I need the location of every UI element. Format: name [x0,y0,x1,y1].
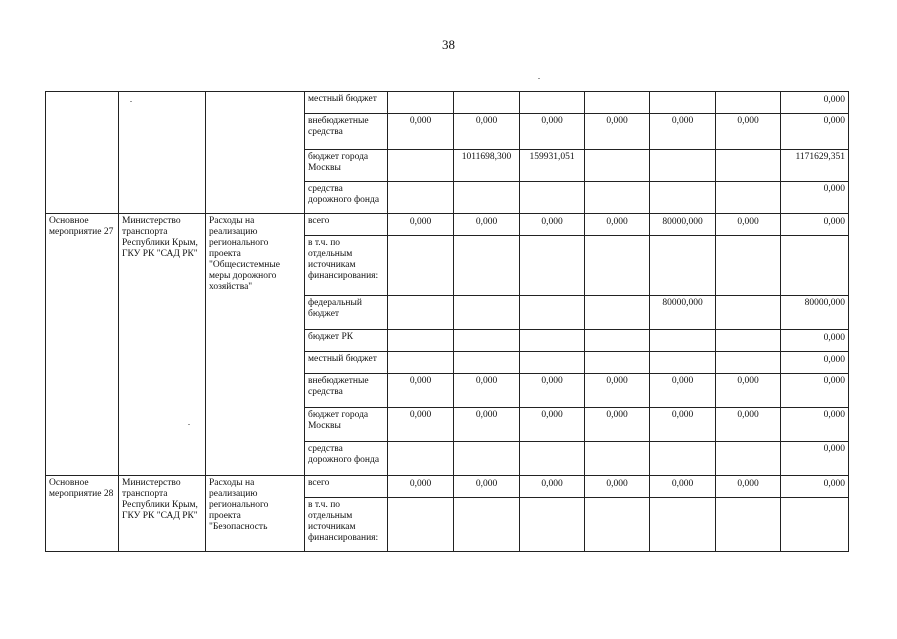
value-cell: 1171629,351 [781,150,849,182]
value-cell [650,182,716,214]
value-cell: 0,000 [781,352,849,374]
value-cell [585,498,650,552]
value-cell: 80000,000 [650,214,716,236]
funding-source-cell: средства дорожного фонда [305,182,388,214]
value-cell: 0,000 [781,214,849,236]
value-cell [716,498,781,552]
value-cell: 0,000 [520,408,585,442]
value-cell [520,352,585,374]
value-cell [454,182,520,214]
value-cell: 0,000 [388,214,454,236]
value-cell [585,182,650,214]
value-cell [520,236,585,296]
value-cell [650,330,716,352]
value-cell: 0,000 [388,476,454,498]
value-cell [781,498,849,552]
event-name-cell: Основное мероприятие 27 [46,214,119,476]
value-cell: 0,000 [650,408,716,442]
value-cell [520,92,585,114]
funding-source-cell: всего [305,214,388,236]
budget-table [45,91,849,552]
value-cell [520,330,585,352]
value-cell [388,498,454,552]
value-cell [716,296,781,330]
value-cell [454,236,520,296]
value-cell [781,236,849,296]
value-cell [454,352,520,374]
value-cell [716,352,781,374]
funding-source-cell: всего [305,476,388,498]
value-cell: 0,000 [520,374,585,408]
funding-source-cell: бюджет РК [305,330,388,352]
value-cell: 0,000 [454,476,520,498]
value-cell: 0,000 [520,214,585,236]
value-cell: 0,000 [454,408,520,442]
funding-source-cell: в т.ч. по отдельным источникам финансирования: [305,236,388,296]
value-cell: 0,000 [716,214,781,236]
value-cell [585,442,650,476]
value-cell [650,92,716,114]
page-number: 38 [442,37,455,52]
value-cell: 0,000 [388,374,454,408]
executor-cell: Министерство транспорта Республики Крым, ГКУ РК "САД РК" [119,476,206,552]
value-cell [388,442,454,476]
value-cell: 0,000 [454,114,520,150]
value-cell [585,352,650,374]
value-cell [716,442,781,476]
value-cell [388,236,454,296]
value-cell: 0,000 [388,408,454,442]
value-cell: 0,000 [454,374,520,408]
value-cell [585,296,650,330]
table-row [46,214,849,236]
value-cell: 0,000 [520,476,585,498]
value-cell [585,92,650,114]
value-cell [388,150,454,182]
value-cell: 0,000 [585,374,650,408]
value-cell [650,236,716,296]
value-cell: 0,000 [716,408,781,442]
value-cell [520,442,585,476]
value-cell [650,442,716,476]
value-cell [585,236,650,296]
value-cell [585,150,650,182]
value-cell: 0,000 [716,114,781,150]
value-cell [520,296,585,330]
value-cell [716,236,781,296]
value-cell [388,352,454,374]
value-cell [650,498,716,552]
value-cell [454,498,520,552]
value-cell [716,150,781,182]
funding-source-cell: в т.ч. по отдельным источникам финансирования: [305,498,388,552]
value-cell: 0,000 [781,408,849,442]
value-cell: 0,000 [454,214,520,236]
value-cell: 0,000 [781,182,849,214]
value-cell [650,150,716,182]
value-cell [388,92,454,114]
value-cell [716,92,781,114]
value-cell: 0,000 [650,476,716,498]
value-cell: 0,000 [781,442,849,476]
value-cell [454,442,520,476]
value-cell: 159931,051 [520,150,585,182]
description-cell [206,92,305,214]
value-cell: 1011698,300 [454,150,520,182]
value-cell: 0,000 [781,114,849,150]
funding-source-cell: внебюджетные средства [305,114,388,150]
value-cell: 0,000 [650,114,716,150]
value-cell [388,182,454,214]
value-cell: 0,000 [781,374,849,408]
value-cell: 0,000 [520,114,585,150]
event-name-cell [46,92,119,214]
executor-cell: Министерство транспорта Республики Крым, ГКУ РК "САД РК" [119,214,206,476]
value-cell: 0,000 [716,374,781,408]
value-cell [454,330,520,352]
value-cell: 0,000 [781,330,849,352]
value-cell [716,182,781,214]
value-cell: 0,000 [585,476,650,498]
value-cell [716,330,781,352]
value-cell: 80000,000 [650,296,716,330]
value-cell [520,498,585,552]
value-cell [388,296,454,330]
table-row [46,476,849,498]
value-cell [454,296,520,330]
funding-source-cell: местный бюджет [305,352,388,374]
value-cell: 0,000 [781,476,849,498]
value-cell: 0,000 [716,476,781,498]
value-cell [520,182,585,214]
value-cell [454,92,520,114]
event-name-cell: Основное мероприятие 28 [46,476,119,552]
table-row [46,92,849,114]
funding-source-cell: бюджет города Москвы [305,408,388,442]
funding-source-cell: местный бюджет [305,92,388,114]
budget-table-body [46,92,849,552]
value-cell: 0,000 [585,408,650,442]
value-cell [585,330,650,352]
funding-source-cell: федеральный бюджет [305,296,388,330]
funding-source-cell: бюджет города Москвы [305,150,388,182]
executor-cell [119,92,206,214]
value-cell: 0,000 [388,114,454,150]
value-cell: 0,000 [585,114,650,150]
description-cell: Расходы на реализацию регионального проекта "Безопасность [206,476,305,552]
value-cell: 0,000 [781,92,849,114]
value-cell: 0,000 [585,214,650,236]
value-cell: 80000,000 [781,296,849,330]
value-cell: 0,000 [650,374,716,408]
funding-source-cell: средства дорожного фонда [305,442,388,476]
value-cell [650,352,716,374]
description-cell: Расходы на реализацию регионального проекта "Общесистемные меры дорожного хозяйства" [206,214,305,476]
value-cell [388,330,454,352]
funding-source-cell: внебюджетные средства [305,374,388,408]
